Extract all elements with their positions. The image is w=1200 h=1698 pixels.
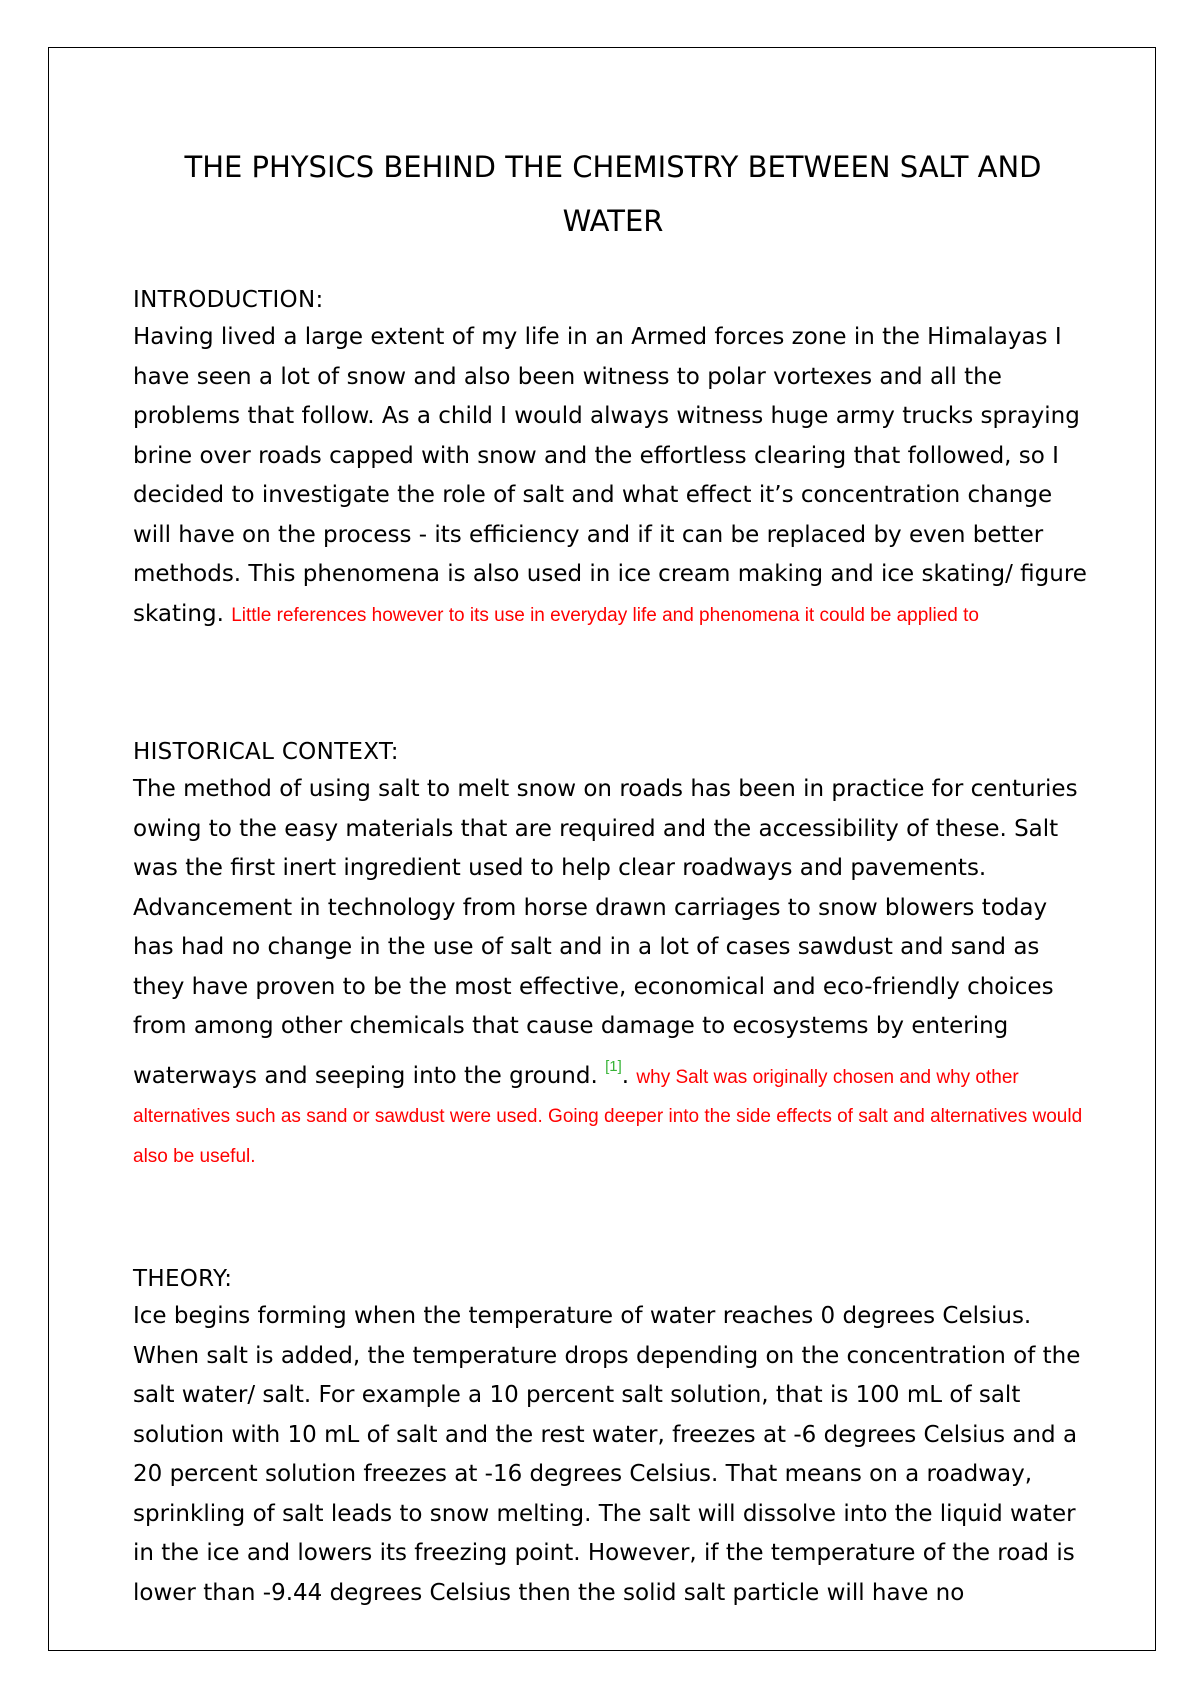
- document-title: THE PHYSICS BEHIND THE CHEMISTRY BETWEEN SALT AND WATER: [184, 150, 1042, 238]
- citation-period: .: [621, 1062, 630, 1089]
- document-content: [133, 140, 1093, 1613]
- introduction-section: [133, 282, 1093, 634]
- historical-context-section: [133, 734, 1093, 1175]
- introduction-reviewer-comment: Little references however to its use in everyday life and phenomena it could be applied to: [231, 604, 979, 626]
- citation-reference[interactable]: [1]: [605, 1057, 622, 1075]
- introduction-body: Having lived a large extent of my life in an Armed forces zone in the Himalayas I have seen a lot of snow and also been witness to polar vortexes and all the problems that follow. As a child I would always witness huge army trucks spraying brine over roads capped with snow and the effortless clearing that followed, so I decided to investigate the role of salt and what effect it’s concentration change will have on the process - its efficiency and if it can be replaced by even better methods. This phenomena is also used in ice cream making and ice skating/ figure skating.: [133, 324, 1087, 627]
- historical-context-reviewer-comment: why Salt was originally chosen and why other alternatives such as sand or sawdust were used. Going deeper into the side effects of salt and alternatives would also be useful.: [133, 1066, 1083, 1167]
- theory-section: [133, 1261, 1093, 1613]
- theory-paragraph: Ice begins forming when the temperature of water reaches 0 degrees Celsius. When salt is added, the temperature drops depending on the concentration of the salt water/ salt. For example a 10 percent salt solution, that is 100 mL of salt solution with 10 mL of salt and the rest water, freezes at -6 degrees Celsius and a 20 percent solution freezes at -16 degrees Celsius. That means on a roadway, sprinkling of salt leads to snow melting. The salt will dissolve into the liquid water in the ice and lowers its freezing point. However, if the temperature of the road is lower than -9.44 degrees Celsius then the solid salt particle will have no: [133, 1303, 1081, 1606]
- historical-context-body: The method of using salt to melt snow on roads has been in practice for centuries owing to the easy materials that are required and the accessibility of these. Salt was the first inert ingredient used to help clear roadways and pavements. Advancement in technology from horse drawn carriages to snow blowers today has had no change in the use of salt and in a lot of cases sawdust and sand as they have proven to be the most effective, economical and eco-friendly choices from among other chemicals that cause damage to ecosystems by entering waterways and seeping into the ground.: [133, 776, 1078, 1089]
- theory-heading: THEORY:: [133, 1266, 233, 1292]
- introduction-heading: INTRODUCTION:: [133, 287, 324, 313]
- historical-context-heading: HISTORICAL CONTEXT:: [133, 739, 399, 765]
- historical-context-paragraph: [133, 770, 1093, 1175]
- spacer: [133, 634, 1093, 734]
- introduction-paragraph: [133, 318, 1093, 634]
- spacer: [133, 1175, 1093, 1261]
